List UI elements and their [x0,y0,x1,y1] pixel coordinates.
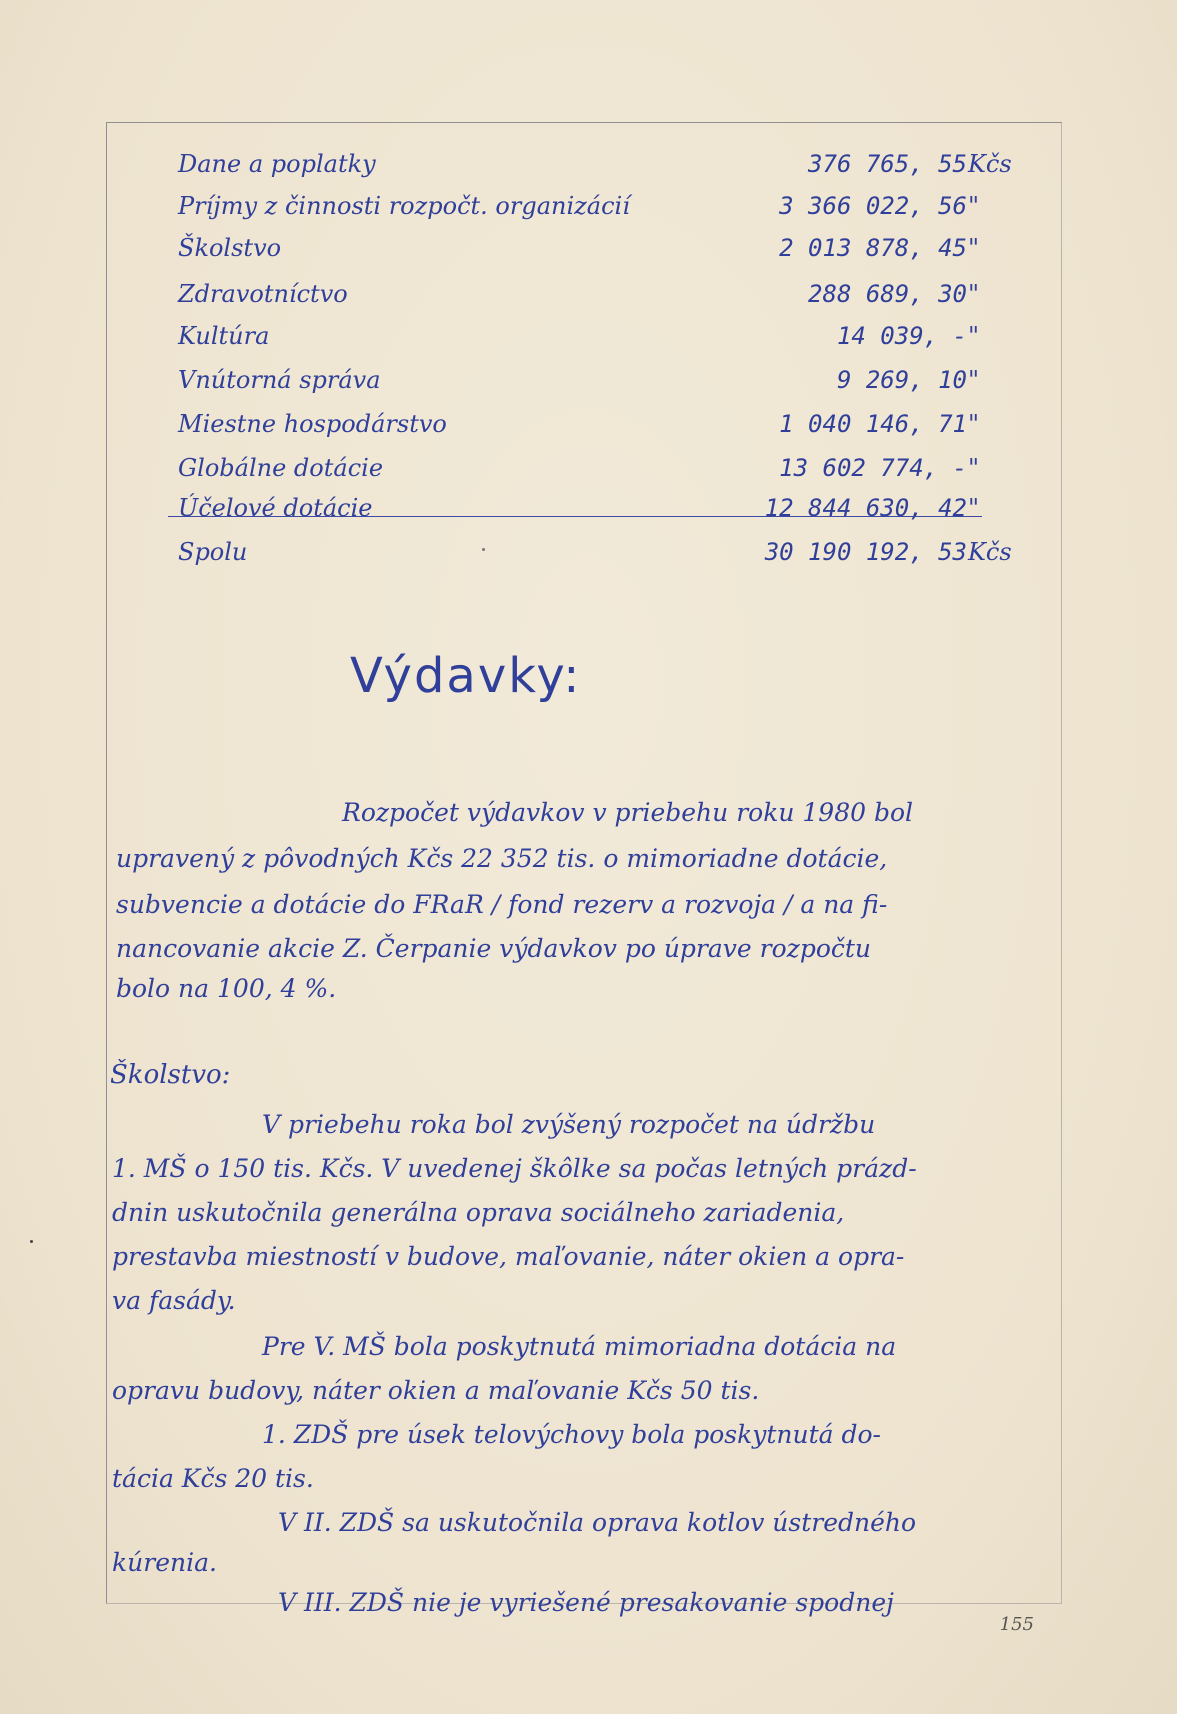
total-row [0,540,1177,570]
table-row [0,152,1177,182]
text-line: Rozpočet výdavkov v priebehu roku 1980 bol [342,798,914,827]
total-unit: Kčs [968,538,1012,566]
table-row [0,368,1177,398]
row-label: Globálne dotácie [178,454,384,482]
row-unit: " [968,410,980,438]
row-value: 288 689, 30 [808,280,967,308]
total-label: Spolu [178,538,248,566]
row-unit: " [968,192,980,220]
table-row [0,282,1177,312]
row-unit: " [968,454,980,482]
page-number: 155 [999,1614,1034,1635]
row-value: 376 765, 55 [808,150,967,178]
text-line: V priebehu roka bol zvýšený rozpočet na údržbu [262,1110,876,1139]
row-label: Vnútorná správa [178,366,381,394]
row-unit: " [968,280,980,308]
table-row [0,236,1177,266]
row-label: Zdravotníctvo [178,280,348,308]
text-line: upravený z pôvodných Kčs 22 352 tis. o mimoriadne dotácie, [116,844,888,873]
row-value: 13 602 774, - [779,454,967,482]
row-value: 2 013 878, 45 [779,234,967,262]
row-label: Dane a poplatky [178,150,376,178]
text-line: prestavba miestností v budove, maľovanie, náter okien a opra- [112,1242,905,1271]
row-unit: " [968,234,980,262]
section-heading: Výdavky: [350,648,582,704]
text-line: va fasády. [112,1286,236,1315]
row-label: Príjmy z činnosti rozpočt. organizácií [178,192,630,220]
row-unit: " [968,322,980,350]
text-line: 1. MŠ o 150 tis. Kčs. V uvedenej škôlke sa počas letných prázd- [112,1154,917,1183]
sum-rule [168,516,982,517]
row-unit: " [968,494,980,522]
row-label: Kultúra [178,322,270,350]
text-line: tácia Kčs 20 tis. [112,1464,314,1493]
row-unit: Kčs [968,150,1012,178]
paper-speck [30,1240,33,1243]
text-line: nancovanie akcie Z. Čerpanie výdavkov po úprave rozpočtu [116,934,872,963]
row-value: 14 039, - [836,322,967,350]
table-row [0,496,1177,526]
text-line: opravu budovy, náter okien a maľovanie Kčs 50 tis. [112,1376,760,1405]
paper-speck [482,548,485,551]
text-line: V II. ZDŠ sa uskutočnila oprava kotlov ústredného [278,1508,917,1537]
text-line: kúrenia. [112,1548,217,1577]
row-label: Miestne hospodárstvo [178,410,447,438]
table-row [0,456,1177,486]
row-unit: " [968,366,980,394]
total-value: 30 190 192, 53 [764,538,967,566]
row-value: 3 366 022, 56 [779,192,967,220]
row-value: 12 844 630, 42 [764,494,967,522]
text-line: V III. ZDŠ nie je vyriešené presakovanie spodnej [278,1588,894,1617]
text-line: bolo na 100, 4 %. [116,974,337,1003]
text-line: dnin uskutočnila generálna oprava sociálneho zariadenia, [112,1198,845,1227]
table-row [0,412,1177,442]
row-value: 1 040 146, 71 [779,410,967,438]
text-line: 1. ZDŠ pre úsek telovýchovy bola poskytnutá do- [262,1420,881,1449]
section-title: Školstvo: [110,1060,231,1090]
text-line: subvencie a dotácie do FRaR / fond rezerv a rozvoja / a na fi- [116,890,888,919]
row-label: Školstvo [178,234,282,262]
row-label: Účelové dotácie [178,494,373,522]
text-line: Pre V. MŠ bola poskytnutá mimoriadna dotácia na [262,1332,897,1361]
table-row [0,324,1177,354]
row-value: 9 269, 10 [836,366,967,394]
table-row [0,194,1177,224]
